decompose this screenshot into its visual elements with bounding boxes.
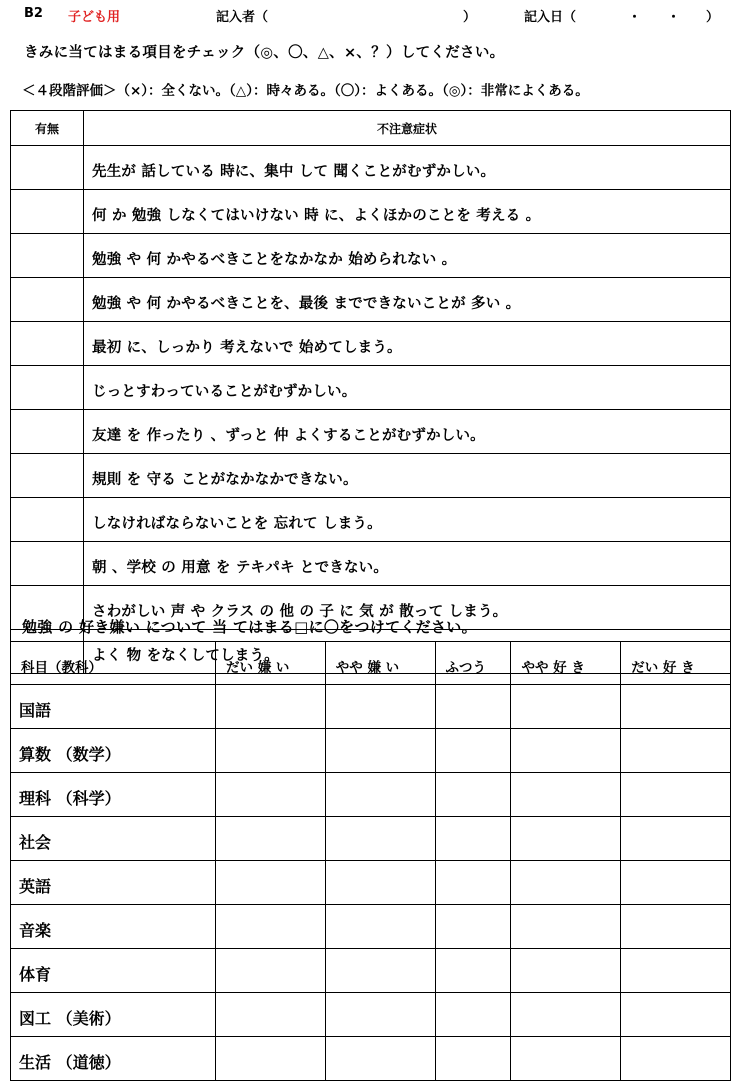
- preference-cell[interactable]: [216, 773, 326, 817]
- symptom-text: 規則 を 守る ことがなかなかできない。: [84, 454, 731, 498]
- preference-cell[interactable]: [325, 773, 435, 817]
- checklist-row: [11, 366, 731, 410]
- preference-column-header: やや 好 き: [511, 642, 621, 685]
- preference-cell[interactable]: [216, 729, 326, 773]
- subject-row: [11, 817, 731, 861]
- preference-cell[interactable]: [511, 949, 621, 993]
- symptom-text: 先生が 話している 時に、集中 して 聞くことがむずかしい。: [84, 146, 731, 190]
- check-column-header: 有無: [11, 111, 84, 146]
- preference-cell[interactable]: [621, 729, 731, 773]
- checklist-row: [11, 146, 731, 190]
- subject-row: [11, 729, 731, 773]
- preference-cell[interactable]: [325, 817, 435, 861]
- check-cell[interactable]: [11, 146, 84, 190]
- preference-column-header: やや 嫌 い: [325, 642, 435, 685]
- preference-cell[interactable]: [216, 1037, 326, 1081]
- for-whom-label: 子ども用: [68, 10, 121, 25]
- checklist-row: [11, 454, 731, 498]
- subject-name: 英語: [11, 861, 216, 905]
- subject-instruction-text: 勉強 の 好き嫌い について 当 てはまる□に〇をつけてください。: [22, 618, 477, 636]
- preference-column-header: ふつう: [435, 642, 511, 685]
- subject-name: 生活 （道徳）: [11, 1037, 216, 1081]
- checklist-row: [11, 234, 731, 278]
- preference-cell[interactable]: [511, 993, 621, 1037]
- symptom-text: 勉強 や 何 かやるべきことを、最後 までできないことが 多い 。: [84, 278, 731, 322]
- preference-cell[interactable]: [621, 861, 731, 905]
- symptom-text: 勉強 や 何 かやるべきことをなかなか 始められない 。: [84, 234, 731, 278]
- preference-cell[interactable]: [325, 1037, 435, 1081]
- form-header: [24, 6, 720, 25]
- preference-cell[interactable]: [435, 905, 511, 949]
- check-cell[interactable]: [11, 410, 84, 454]
- subject-name: 体育: [11, 949, 216, 993]
- check-cell[interactable]: [11, 366, 84, 410]
- subject-name: 理科 （科学）: [11, 773, 216, 817]
- preference-cell[interactable]: [325, 729, 435, 773]
- rating-scale-text: ＜４段階評価＞（×）：全くない。（△）：時々ある。（〇）：よくある。（◎）：非常によくある。: [22, 83, 589, 99]
- preference-cell[interactable]: [621, 949, 731, 993]
- preference-cell[interactable]: [216, 949, 326, 993]
- subjects-table: [10, 641, 731, 1081]
- date-field[interactable]: 記入日（ ・ ・ ）: [524, 10, 720, 25]
- symptom-text: 友達 を 作ったり 、ずっと 仲 よくすることがむずかしい。: [84, 410, 731, 454]
- preference-column-header: だい 好 き: [621, 642, 731, 685]
- checklist-table: [10, 110, 731, 674]
- symptom-text: 朝 、学校 の 用意 を テキパキ とできない。: [84, 542, 731, 586]
- checklist-row: [11, 498, 731, 542]
- preference-cell[interactable]: [325, 993, 435, 1037]
- instruction-text: きみに当てはまる項目をチェック（◎、〇、△、×、？）してください。: [24, 45, 505, 61]
- preference-cell[interactable]: [216, 993, 326, 1037]
- subject-name: 図工 （美術）: [11, 993, 216, 1037]
- preference-cell[interactable]: [621, 817, 731, 861]
- check-cell[interactable]: [11, 454, 84, 498]
- form-code: B2: [24, 6, 43, 21]
- preference-cell[interactable]: [435, 685, 511, 729]
- subject-row: [11, 773, 731, 817]
- symptom-text: じっとすわっていることがむずかしい。: [84, 366, 731, 410]
- preference-cell[interactable]: [511, 905, 621, 949]
- preference-cell[interactable]: [621, 1037, 731, 1081]
- writer-field[interactable]: 記入者（ ）: [216, 10, 477, 25]
- subject-name: 社会: [11, 817, 216, 861]
- preference-column-header: だい 嫌 い: [216, 642, 326, 685]
- preference-cell[interactable]: [325, 861, 435, 905]
- preference-cell[interactable]: [435, 729, 511, 773]
- symptom-text: 最初 に、しっかり 考えないで 始めてしまう。: [84, 322, 731, 366]
- preference-cell[interactable]: [511, 1037, 621, 1081]
- checklist-row: [11, 278, 731, 322]
- preference-cell[interactable]: [435, 1037, 511, 1081]
- subject-row: [11, 905, 731, 949]
- preference-cell[interactable]: [435, 949, 511, 993]
- check-cell[interactable]: [11, 542, 84, 586]
- item-column-header: 不注意症状: [84, 111, 731, 146]
- symptom-text: よく 物 をなくしてしまう。: [84, 630, 731, 674]
- check-cell[interactable]: [11, 234, 84, 278]
- preference-cell[interactable]: [216, 685, 326, 729]
- preference-cell[interactable]: [511, 773, 621, 817]
- preference-cell[interactable]: [621, 773, 731, 817]
- checklist-row: [11, 410, 731, 454]
- subject-column-header: 科目（教科）: [11, 642, 216, 685]
- subject-name: 音楽: [11, 905, 216, 949]
- preference-cell[interactable]: [216, 905, 326, 949]
- preference-cell[interactable]: [216, 817, 326, 861]
- preference-cell[interactable]: [621, 905, 731, 949]
- preference-cell[interactable]: [621, 993, 731, 1037]
- preference-cell[interactable]: [511, 729, 621, 773]
- checklist-row: [11, 542, 731, 586]
- preference-cell[interactable]: [435, 993, 511, 1037]
- checklist-row: [11, 190, 731, 234]
- symptom-text: しなければならないことを 忘れて しまう。: [84, 498, 731, 542]
- subject-row: [11, 685, 731, 729]
- preference-cell[interactable]: [325, 685, 435, 729]
- check-cell[interactable]: [11, 278, 84, 322]
- preference-cell[interactable]: [435, 817, 511, 861]
- check-cell[interactable]: [11, 322, 84, 366]
- subject-name: 算数 （数学）: [11, 729, 216, 773]
- preference-cell[interactable]: [511, 817, 621, 861]
- preference-cell[interactable]: [325, 905, 435, 949]
- preference-cell[interactable]: [511, 685, 621, 729]
- checklist-row: [11, 322, 731, 366]
- preference-cell[interactable]: [216, 861, 326, 905]
- check-cell[interactable]: [11, 498, 84, 542]
- subject-row: [11, 993, 731, 1037]
- preference-cell[interactable]: [511, 861, 621, 905]
- subject-row: [11, 1037, 731, 1081]
- preference-cell[interactable]: [435, 773, 511, 817]
- symptom-text: さわがしい 声 や クラス の 他 の 子 に 気 が 散って しまう。: [84, 586, 731, 630]
- subject-row: [11, 949, 731, 993]
- preference-cell[interactable]: [325, 949, 435, 993]
- preference-cell[interactable]: [621, 685, 731, 729]
- subject-row: [11, 861, 731, 905]
- subject-name: 国語: [11, 685, 216, 729]
- check-cell[interactable]: [11, 190, 84, 234]
- preference-cell[interactable]: [435, 861, 511, 905]
- symptom-text: 何 か 勉強 しなくてはいけない 時 に、よくほかのことを 考える 。: [84, 190, 731, 234]
